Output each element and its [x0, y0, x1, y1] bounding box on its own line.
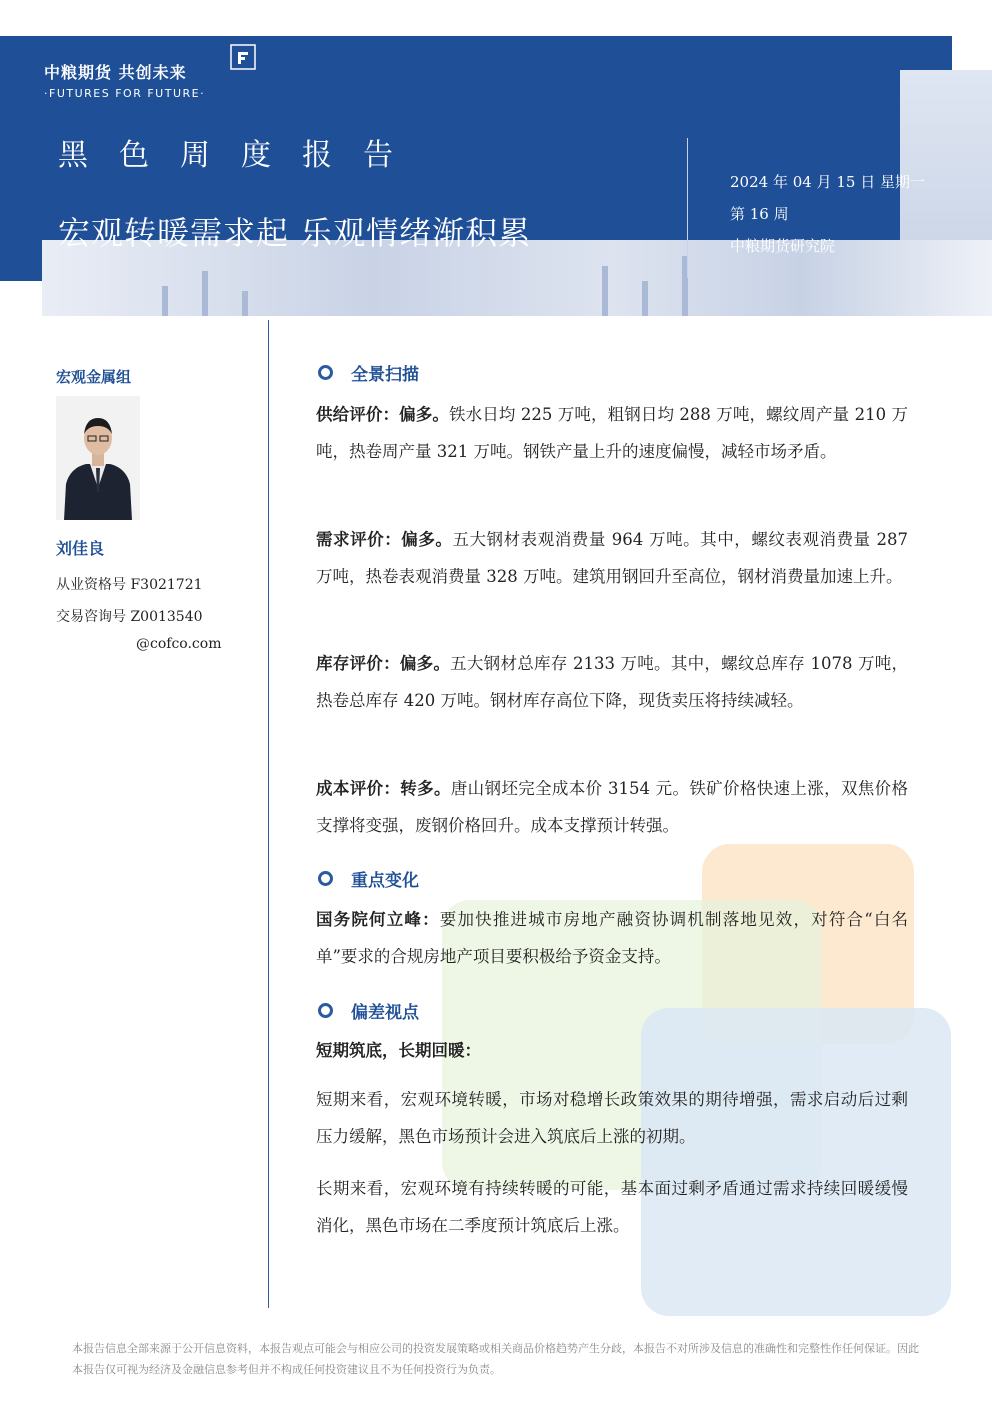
view-title [316, 1032, 908, 1069]
bullet-circle-icon [318, 365, 333, 380]
supply-paragraph [316, 396, 908, 470]
section-overview [316, 360, 419, 385]
section-views [316, 998, 419, 1023]
cost-label: 成本评价：转多。 [316, 779, 451, 798]
demand-label: 需求评价：偏多。 [316, 530, 453, 549]
cost-text: 唐山钢坯完全成本价 3154 元。铁矿价格快速上涨，双焦价格支撑将变强，废钢价格回升。成本支撑预计转强。 [316, 779, 909, 835]
change-label: 国务院何立峰： [316, 910, 440, 929]
long-term-paragraph: 长期来看，宏观环境有持续转暖的可能，基本面过剩矛盾通过需求持续回暖缓慢消化，黑色市场在二季度预计筑底后上涨。 [316, 1179, 908, 1235]
inventory-paragraph [316, 645, 908, 719]
change-text: 要加快推进城市房地产融资协调机制落地见效，对符合“白名单”要求的合规房地产项目要积极给予资金支持。 [316, 910, 909, 966]
report-meta [730, 166, 925, 262]
short-term-paragraph: 短期来看，宏观环境转暖，市场对稳增长政策效果的期待增强，需求启动后过剩压力缓解，黑色市场预计会进入筑底后上涨的初期。 [316, 1090, 908, 1146]
inventory-label: 库存评价：偏多。 [316, 654, 451, 673]
analyst-name: 刘佳良 [56, 539, 105, 558]
bullet-circle-icon [318, 1003, 333, 1018]
bullet-circle-icon [318, 871, 333, 886]
footer-disclaimer: 本报告信息全部来源于公开信息资料，本报告观点可能会与相应公司的投资发展策略或相关商品价格趋势产生分歧，本报告不对所涉及信息的准确性和完整性作任何保证。因此本报告仅可视为经济及金融信息参考但并不构成任何投资建议且不为任何投资行为负责。 [72, 1342, 919, 1376]
report-institute: 中粮期货研究院 [730, 237, 836, 255]
analyst-email: @cofco.com [136, 636, 222, 652]
analyst-photo [56, 396, 140, 520]
demand-paragraph [316, 521, 908, 595]
qualification-number: 从业资格号 F3021721 [56, 577, 203, 593]
logo-cn: 中粮期货 共创未来 [44, 63, 187, 82]
report-type: 黑色周度报告 [58, 138, 424, 173]
change-paragraph [316, 901, 908, 975]
logo-en: ·FUTURES FOR FUTURE· [44, 87, 206, 100]
report-title: 宏观转暖需求起 乐观情绪渐积累 [58, 214, 532, 252]
section-title: 全景扫描 [351, 365, 419, 385]
demand-text: 五大钢材表观消费量 964 万吨。其中，螺纹表观消费量 287 万吨，热卷表观消费量 328 万吨。建筑用钢回升至高位，钢材消费量加速上升。 [316, 530, 908, 586]
view-title-text: 短期筑底，长期回暖： [316, 1041, 481, 1060]
cost-paragraph [316, 770, 908, 844]
section-title: 偏差视点 [351, 1003, 419, 1023]
section-changes [316, 866, 419, 891]
section-title: 重点变化 [351, 871, 419, 891]
team-name: 宏观金属组 [56, 368, 132, 386]
supply-label: 供给评价：偏多。 [316, 405, 449, 424]
report-date: 2024 年 04 月 15 日 星期一 [730, 173, 925, 191]
sidebar [56, 366, 222, 652]
company-logo [44, 60, 205, 100]
consult-number: 交易咨询号 Z0013540 [56, 609, 203, 625]
supply-text: 铁水日均 225 万吨，粗钢日均 288 万吨，螺纹周产量 210 万吨，热卷周产量 321 万吨。钢铁产量上升的速度偏慢，减轻市场矛盾。 [316, 405, 908, 461]
inventory-text: 五大钢材总库存 2133 万吨。其中，螺纹总库存 1078 万吨，热卷总库存 420 万吨。钢材库存高位下降，现货卖压将持续减轻。 [316, 654, 909, 710]
logo-mark-icon [230, 44, 256, 70]
sidebar-divider [268, 320, 269, 1308]
header-divider [687, 138, 688, 278]
report-week: 第 16 周 [730, 205, 789, 223]
